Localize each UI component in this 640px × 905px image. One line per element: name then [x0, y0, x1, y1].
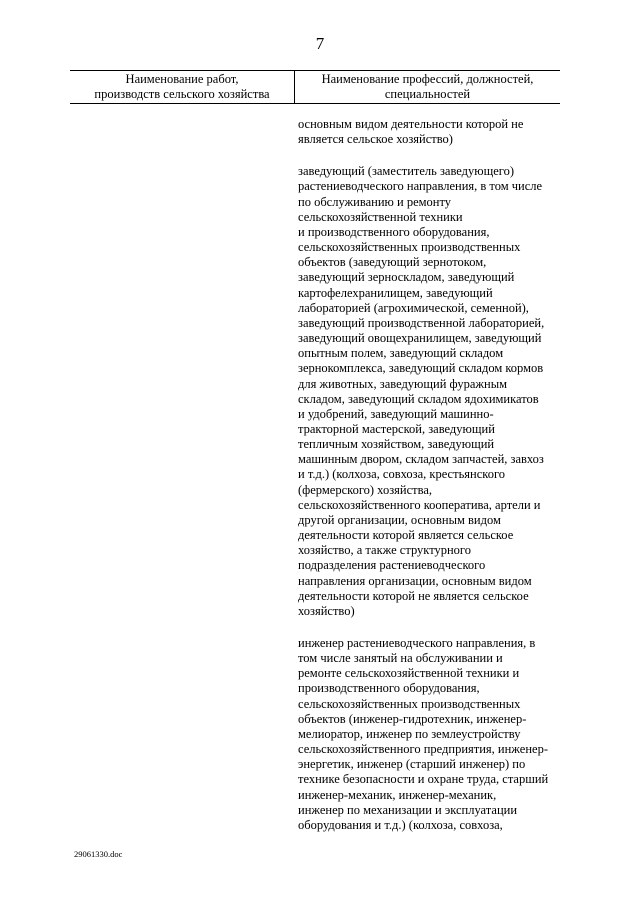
paragraph-engineer: инженер растениеводческого направления, в том числе занятый на обслуживании и ремонте сельскохозяйственной техники и производственного оборудования, сельскохозяйственных производственных объектов (инженер-гидротехник, инженер- мелиоратор, инженер по землеустройству сельскохозяйственного предприятия, инженер- энергетик, инженер (старший инженер) по технике безопасности и охране труда, старший инженер-механик, инженер-механик, инженер по механизации и эксплуатации оборудования и т.д.) (колхоза, совхоза, — [298, 636, 549, 832]
page-number: 7 — [315, 34, 325, 53]
header-professions-positions: Наименование профессий, должностей, специальностей — [321, 72, 534, 101]
header-works-production: Наименование работ, производств сельского хозяйства — [94, 72, 270, 101]
table-header-bottom-rule — [70, 103, 560, 104]
paragraph-continuation: основным видом деятельности которой не является сельское хозяйство) — [298, 117, 524, 147]
paragraph-head-manager: заведующий (заместитель заведующего) растениеводческого направления, в том числе по обслуживанию и ремонту сельскохозяйственной техники и производственного оборудования, сельскохозяйственных производственных объектов (заведующий зернотоком, заведующий зерноскладом, заведующий картофелехранилищем, заведующий лабораторией (агрохимической, семенной), заведующий производственной лабораторией, заведующий овощехранилищем, заведующий опытным полем, заведующий складом зернокомплекса, заведующий складом кормов для животных, заведующий фуражным складом, заведующий складом ядохимикатов и удобрений, заведующий машинно- тракторной мастерской, заведующий тепличным хозяйством, заведующий машинным двором, складом запчастей, завхоз и т.д.) (колхоза, совхоза, крестьянского (фермерского) хозяйства, сельскохозяйственного кооператива, артели и другой организации, основным видом деятельности которой является сельское хозяйство, а также структурного подразделения растениеводческого направления организации, основным видом деятельности которой не является сельское хозяйство) — [298, 164, 545, 618]
professions-column — [298, 117, 560, 850]
table-top-rule — [70, 70, 560, 71]
footer-filename: 29061330.doc — [74, 849, 123, 859]
